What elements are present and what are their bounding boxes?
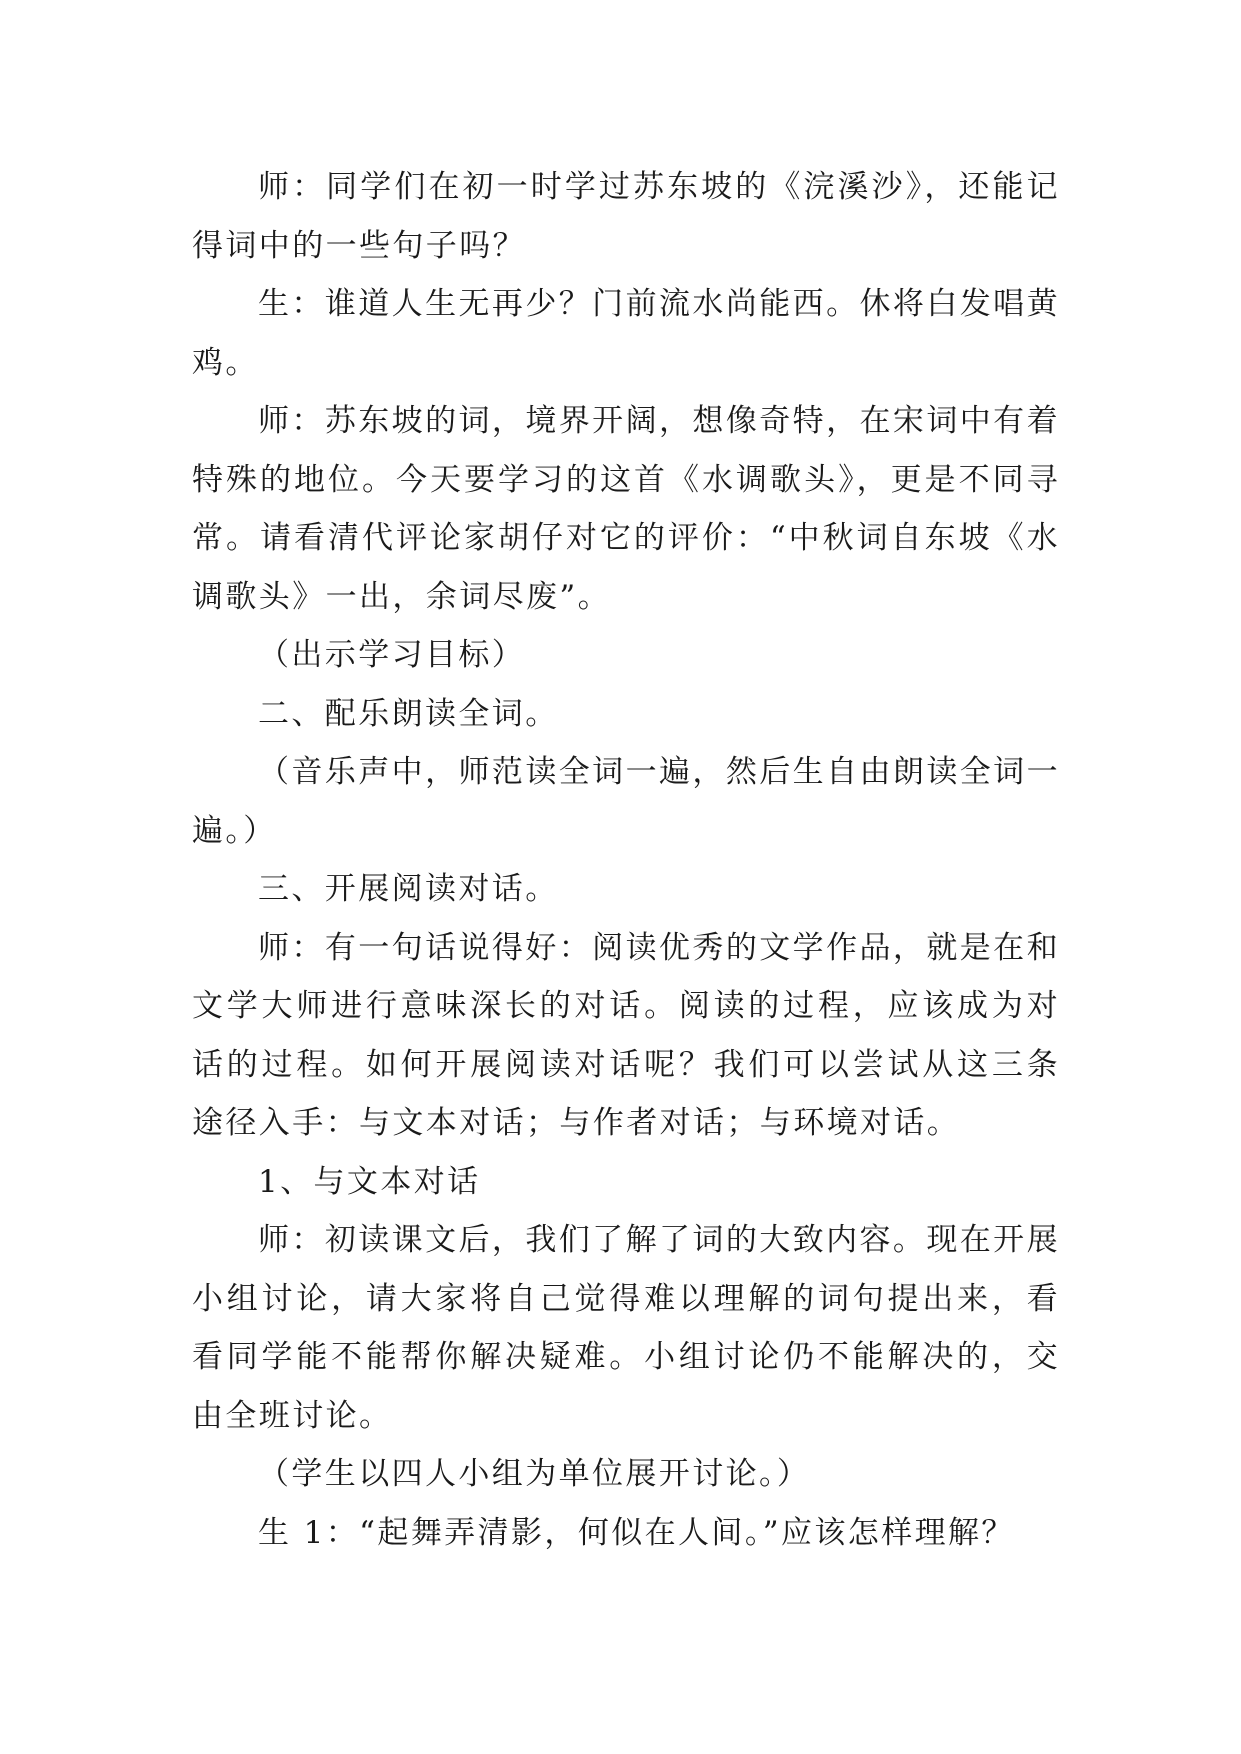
paragraph-group-note: （学生以四人小组为单位展开讨论。） [258, 1456, 811, 1492]
paragraph-student-answer: 生：谁道人生无再少？门前流水尚能西。休将白发唱黄鸡。 [192, 286, 1060, 381]
paragraph-teacher-context: 师：苏东坡的词，境界开阔，想像奇特，在宋词中有着特殊的地位。今天要学习的这首《水调歌头》，更是不同寻常。请看清代评论家胡仔对它的评价：“中秋词自东坡《水调歌头》一出，余词尽废”。 [192, 403, 1060, 615]
paragraph-teacher-group-discussion: 师：初读课文后，我们了解了词的大致内容。现在开展小组讨论，请大家将自己觉得难以理解的词句提出来，看看同学能不能帮你解决疑难。小组讨论仍不能解决的，交由全班讨论。 [192, 1222, 1060, 1434]
paragraph-teacher-dialogue: 师：有一句话说得好：阅读优秀的文学作品，就是在和文学大师进行意味深长的对话。阅读的过程，应该成为对话的过程。如何开展阅读对话呢？我们可以尝试从这三条途径入手：与文本对话；与作者对话；与环境对话。 [192, 929, 1060, 1141]
document-page [192, 158, 1060, 1562]
paragraph-teacher-intro: 师：同学们在初一时学过苏东坡的《浣溪沙》，还能记得词中的一些句子吗？ [192, 169, 1060, 264]
paragraph-show-objectives: （出示学习目标） [258, 637, 526, 673]
section-heading-music-reading: 二、配乐朗读全词。 [258, 695, 559, 732]
paragraph-music-reading-note: （音乐声中，师范读全词一遍，然后生自由朗读全词一遍。） [192, 754, 1060, 849]
subheading-text-dialogue: 1、与文本对话 [258, 1163, 481, 1200]
section-heading-reading-dialogue: 三、开展阅读对话。 [258, 871, 559, 907]
paragraph-student-question: 生 1：“起舞弄清影，何似在人间。”应该怎样理解？ [258, 1514, 1015, 1551]
